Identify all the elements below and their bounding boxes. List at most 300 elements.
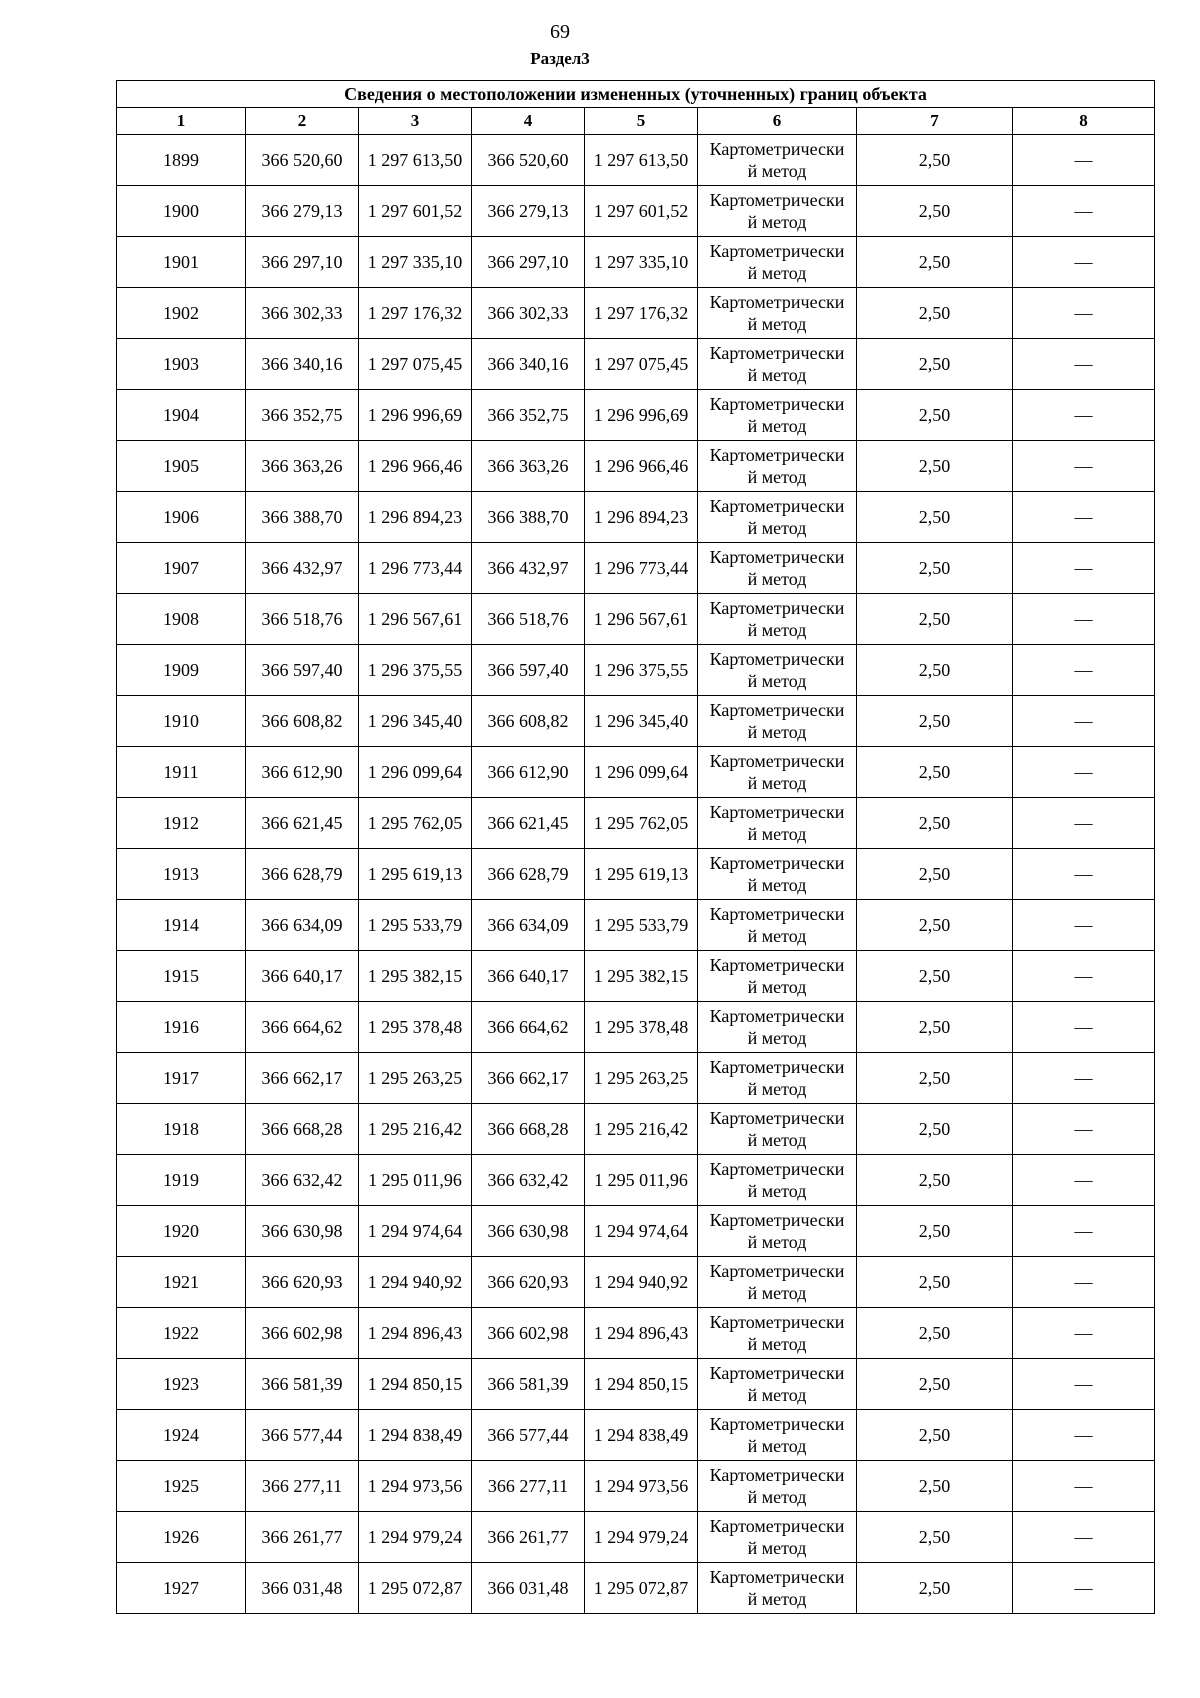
point-number-cell: 1906 [117,492,246,543]
refined-x-cell: 366 031,48 [472,1563,585,1614]
refined-y-cell: 1 296 773,44 [585,543,698,594]
method-cell [698,1359,857,1410]
existing-y-cell: 1 294 940,92 [359,1257,472,1308]
point-number-cell: 1912 [117,798,246,849]
method-cell [698,1206,857,1257]
refined-x-cell: 366 302,33 [472,288,585,339]
note-cell: — [1013,1206,1155,1257]
existing-x-cell: 366 363,26 [246,441,359,492]
method-line: й метод [747,620,807,640]
method-line: й метод [747,161,807,181]
table-row [117,1308,1155,1359]
refined-y-cell: 1 296 375,55 [585,645,698,696]
existing-x-cell: 366 518,76 [246,594,359,645]
method-line: й метод [747,1283,807,1303]
existing-x-cell: 366 277,11 [246,1461,359,1512]
method-cell [698,1563,857,1614]
existing-y-cell: 1 296 375,55 [359,645,472,696]
method-line: й метод [747,1385,807,1405]
existing-x-cell: 366 297,10 [246,237,359,288]
accuracy-cell: 2,50 [857,237,1013,288]
method-line: Картометрически [709,190,845,210]
method-line: й метод [747,518,807,538]
accuracy-cell: 2,50 [857,1155,1013,1206]
point-number-cell: 1907 [117,543,246,594]
method-cell [698,1512,857,1563]
column-number: 4 [472,108,585,135]
accuracy-cell: 2,50 [857,1053,1013,1104]
refined-y-cell: 1 295 378,48 [585,1002,698,1053]
column-number: 2 [246,108,359,135]
method-line: й метод [747,722,807,742]
refined-x-cell: 366 297,10 [472,237,585,288]
method-line: Картометрически [709,1159,845,1179]
method-line: й метод [747,671,807,691]
note-cell: — [1013,747,1155,798]
column-number-row [117,108,1155,135]
method-line: Картометрически [709,1312,845,1332]
accuracy-cell: 2,50 [857,747,1013,798]
table-row [117,849,1155,900]
refined-x-cell: 366 597,40 [472,645,585,696]
method-line: й метод [747,314,807,334]
method-line: Картометрически [709,1057,845,1077]
refined-y-cell: 1 294 979,24 [585,1512,698,1563]
table-row [117,798,1155,849]
existing-y-cell: 1 296 996,69 [359,390,472,441]
method-cell [698,594,857,645]
existing-x-cell: 366 628,79 [246,849,359,900]
method-line: й метод [747,977,807,997]
refined-y-cell: 1 296 345,40 [585,696,698,747]
refined-y-cell: 1 296 894,23 [585,492,698,543]
existing-x-cell: 366 031,48 [246,1563,359,1614]
point-number-cell: 1903 [117,339,246,390]
note-cell: — [1013,1104,1155,1155]
accuracy-cell: 2,50 [857,594,1013,645]
method-line: й метод [747,1079,807,1099]
note-cell: — [1013,186,1155,237]
table-row [117,135,1155,186]
method-line: й метод [747,926,807,946]
table-row [117,390,1155,441]
existing-y-cell: 1 295 216,42 [359,1104,472,1155]
existing-y-cell: 1 296 773,44 [359,543,472,594]
refined-y-cell: 1 295 072,87 [585,1563,698,1614]
method-line: й метод [747,1436,807,1456]
method-line: Картометрически [709,292,845,312]
accuracy-cell: 2,50 [857,135,1013,186]
refined-y-cell: 1 294 850,15 [585,1359,698,1410]
method-line: Картометрически [709,1006,845,1026]
refined-y-cell: 1 294 974,64 [585,1206,698,1257]
method-line: Картометрически [709,853,845,873]
refined-y-cell: 1 297 335,10 [585,237,698,288]
refined-x-cell: 366 668,28 [472,1104,585,1155]
method-cell [698,135,857,186]
refined-y-cell: 1 294 973,56 [585,1461,698,1512]
existing-x-cell: 366 608,82 [246,696,359,747]
method-line: й метод [747,1589,807,1609]
existing-y-cell: 1 297 176,32 [359,288,472,339]
existing-x-cell: 366 340,16 [246,339,359,390]
point-number-cell: 1901 [117,237,246,288]
existing-x-cell: 366 388,70 [246,492,359,543]
refined-y-cell: 1 297 601,52 [585,186,698,237]
refined-x-cell: 366 664,62 [472,1002,585,1053]
note-cell: — [1013,492,1155,543]
refined-y-cell: 1 295 263,25 [585,1053,698,1104]
existing-y-cell: 1 297 613,50 [359,135,472,186]
method-line: й метод [747,1232,807,1252]
refined-x-cell: 366 621,45 [472,798,585,849]
existing-y-cell: 1 294 974,64 [359,1206,472,1257]
table-body [117,135,1155,1614]
note-cell: — [1013,543,1155,594]
refined-y-cell: 1 296 966,46 [585,441,698,492]
table-row [117,1410,1155,1461]
accuracy-cell: 2,50 [857,1410,1013,1461]
existing-y-cell: 1 295 533,79 [359,900,472,951]
refined-x-cell: 366 363,26 [472,441,585,492]
section-title: Раздел3 [530,49,590,68]
existing-x-cell: 366 577,44 [246,1410,359,1461]
refined-x-cell: 366 608,82 [472,696,585,747]
note-cell: — [1013,1563,1155,1614]
point-number-cell: 1916 [117,1002,246,1053]
existing-x-cell: 366 621,45 [246,798,359,849]
point-number-cell: 1919 [117,1155,246,1206]
note-cell: — [1013,1410,1155,1461]
note-cell: — [1013,594,1155,645]
refined-x-cell: 366 581,39 [472,1359,585,1410]
refined-y-cell: 1 295 011,96 [585,1155,698,1206]
method-cell [698,696,857,747]
refined-x-cell: 366 340,16 [472,339,585,390]
refined-y-cell: 1 294 838,49 [585,1410,698,1461]
table-row [117,1461,1155,1512]
existing-y-cell: 1 294 979,24 [359,1512,472,1563]
refined-y-cell: 1 295 762,05 [585,798,698,849]
existing-x-cell: 366 602,98 [246,1308,359,1359]
table-row [117,1359,1155,1410]
point-number-cell: 1909 [117,645,246,696]
accuracy-cell: 2,50 [857,1206,1013,1257]
accuracy-cell: 2,50 [857,900,1013,951]
column-number: 7 [857,108,1013,135]
table-row [117,747,1155,798]
accuracy-cell: 2,50 [857,543,1013,594]
method-line: й метод [747,773,807,793]
existing-x-cell: 366 520,60 [246,135,359,186]
existing-x-cell: 366 261,77 [246,1512,359,1563]
table-row [117,237,1155,288]
existing-y-cell: 1 295 382,15 [359,951,472,1002]
existing-y-cell: 1 294 838,49 [359,1410,472,1461]
method-cell [698,1002,857,1053]
refined-x-cell: 366 634,09 [472,900,585,951]
refined-y-cell: 1 297 613,50 [585,135,698,186]
method-line: Картометрически [709,1210,845,1230]
note-cell: — [1013,1461,1155,1512]
existing-y-cell: 1 296 894,23 [359,492,472,543]
method-cell [698,441,857,492]
existing-y-cell: 1 295 762,05 [359,798,472,849]
method-cell [698,339,857,390]
method-line: Картометрически [709,1516,845,1536]
table-caption: Сведения о местоположении измененных (уточненных) границ объекта [117,81,1155,108]
existing-y-cell: 1 294 896,43 [359,1308,472,1359]
method-cell [698,951,857,1002]
method-line: й метод [747,1028,807,1048]
method-line: й метод [747,1538,807,1558]
existing-x-cell: 366 597,40 [246,645,359,696]
point-number-cell: 1913 [117,849,246,900]
note-cell: — [1013,798,1155,849]
method-cell [698,1257,857,1308]
existing-y-cell: 1 296 966,46 [359,441,472,492]
point-number-cell: 1920 [117,1206,246,1257]
method-line: й метод [747,824,807,844]
note-cell: — [1013,645,1155,696]
refined-x-cell: 366 630,98 [472,1206,585,1257]
method-line: Картометрически [709,598,845,618]
point-number-cell: 1918 [117,1104,246,1155]
method-cell [698,645,857,696]
point-number-cell: 1899 [117,135,246,186]
table-row [117,543,1155,594]
accuracy-cell: 2,50 [857,645,1013,696]
method-cell [698,900,857,951]
method-line: Картометрически [709,1414,845,1434]
method-line: Картометрически [709,1261,845,1281]
accuracy-cell: 2,50 [857,441,1013,492]
table-row [117,951,1155,1002]
refined-x-cell: 366 388,70 [472,492,585,543]
note-cell: — [1013,1359,1155,1410]
point-number-cell: 1924 [117,1410,246,1461]
table-row [117,492,1155,543]
point-number-cell: 1917 [117,1053,246,1104]
accuracy-cell: 2,50 [857,1257,1013,1308]
note-cell: — [1013,390,1155,441]
refined-y-cell: 1 297 075,45 [585,339,698,390]
existing-y-cell: 1 294 973,56 [359,1461,472,1512]
point-number-cell: 1923 [117,1359,246,1410]
method-line: й метод [747,1487,807,1507]
accuracy-cell: 2,50 [857,1002,1013,1053]
method-line: Картометрически [709,394,845,414]
point-number-cell: 1914 [117,900,246,951]
refined-y-cell: 1 295 382,15 [585,951,698,1002]
refined-x-cell: 366 279,13 [472,186,585,237]
refined-y-cell: 1 295 216,42 [585,1104,698,1155]
method-line: й метод [747,263,807,283]
point-number-cell: 1911 [117,747,246,798]
existing-x-cell: 366 668,28 [246,1104,359,1155]
accuracy-cell: 2,50 [857,390,1013,441]
method-cell [698,237,857,288]
table-row [117,1257,1155,1308]
method-line: й метод [747,569,807,589]
existing-x-cell: 366 279,13 [246,186,359,237]
table-row [117,696,1155,747]
refined-y-cell: 1 295 619,13 [585,849,698,900]
existing-y-cell: 1 295 072,87 [359,1563,472,1614]
method-line: Картометрически [709,547,845,567]
table-row [117,288,1155,339]
table-row [117,441,1155,492]
existing-y-cell: 1 297 601,52 [359,186,472,237]
method-line: Картометрически [709,751,845,771]
refined-x-cell: 366 628,79 [472,849,585,900]
note-cell: — [1013,1002,1155,1053]
point-number-cell: 1915 [117,951,246,1002]
accuracy-cell: 2,50 [857,849,1013,900]
method-cell [698,747,857,798]
method-cell [698,798,857,849]
accuracy-cell: 2,50 [857,1461,1013,1512]
note-cell: — [1013,1053,1155,1104]
table-row [117,1053,1155,1104]
column-number: 8 [1013,108,1155,135]
refined-x-cell: 366 261,77 [472,1512,585,1563]
accuracy-cell: 2,50 [857,339,1013,390]
page-number: 69 [550,21,570,43]
refined-x-cell: 366 520,60 [472,135,585,186]
method-cell [698,1308,857,1359]
existing-x-cell: 366 352,75 [246,390,359,441]
column-number: 1 [117,108,246,135]
note-cell: — [1013,237,1155,288]
refined-x-cell: 366 352,75 [472,390,585,441]
accuracy-cell: 2,50 [857,696,1013,747]
existing-x-cell: 366 581,39 [246,1359,359,1410]
note-cell: — [1013,849,1155,900]
note-cell: — [1013,1512,1155,1563]
existing-y-cell: 1 295 619,13 [359,849,472,900]
point-number-cell: 1904 [117,390,246,441]
point-number-cell: 1925 [117,1461,246,1512]
method-line: й метод [747,365,807,385]
point-number-cell: 1905 [117,441,246,492]
note-cell: — [1013,339,1155,390]
point-number-cell: 1900 [117,186,246,237]
method-line: Картометрически [709,802,845,822]
table-row [117,1155,1155,1206]
table-row [117,1104,1155,1155]
table-row [117,186,1155,237]
method-line: й метод [747,212,807,232]
existing-y-cell: 1 294 850,15 [359,1359,472,1410]
existing-x-cell: 366 432,97 [246,543,359,594]
method-line: Картометрически [709,1465,845,1485]
method-line: Картометрически [709,343,845,363]
method-line: й метод [747,416,807,436]
existing-y-cell: 1 296 099,64 [359,747,472,798]
table-row [117,1512,1155,1563]
existing-y-cell: 1 295 378,48 [359,1002,472,1053]
point-number-cell: 1926 [117,1512,246,1563]
existing-y-cell: 1 296 345,40 [359,696,472,747]
refined-y-cell: 1 295 533,79 [585,900,698,951]
accuracy-cell: 2,50 [857,1308,1013,1359]
method-cell [698,1053,857,1104]
refined-y-cell: 1 297 176,32 [585,288,698,339]
method-cell [698,1155,857,1206]
refined-x-cell: 366 612,90 [472,747,585,798]
point-number-cell: 1902 [117,288,246,339]
note-cell: — [1013,696,1155,747]
refined-x-cell: 366 432,97 [472,543,585,594]
accuracy-cell: 2,50 [857,1563,1013,1614]
method-line: Картометрически [709,496,845,516]
existing-x-cell: 366 632,42 [246,1155,359,1206]
method-line: Картометрически [709,445,845,465]
method-cell [698,1410,857,1461]
note-cell: — [1013,1308,1155,1359]
existing-x-cell: 366 302,33 [246,288,359,339]
table-row [117,645,1155,696]
table-row [117,1002,1155,1053]
refined-y-cell: 1 294 940,92 [585,1257,698,1308]
table-row [117,1563,1155,1614]
method-line: й метод [747,467,807,487]
refined-x-cell: 366 662,17 [472,1053,585,1104]
existing-x-cell: 366 640,17 [246,951,359,1002]
accuracy-cell: 2,50 [857,951,1013,1002]
method-cell [698,543,857,594]
method-line: Картометрически [709,904,845,924]
refined-y-cell: 1 296 567,61 [585,594,698,645]
method-line: Картометрически [709,955,845,975]
point-number-cell: 1922 [117,1308,246,1359]
table-row [117,1206,1155,1257]
existing-x-cell: 366 662,17 [246,1053,359,1104]
accuracy-cell: 2,50 [857,288,1013,339]
note-cell: — [1013,900,1155,951]
accuracy-cell: 2,50 [857,798,1013,849]
column-number: 3 [359,108,472,135]
method-line: Картометрически [709,139,845,159]
refined-x-cell: 366 277,11 [472,1461,585,1512]
method-cell [698,288,857,339]
refined-y-cell: 1 296 996,69 [585,390,698,441]
existing-y-cell: 1 297 335,10 [359,237,472,288]
method-cell [698,492,857,543]
method-line: Картометрически [709,700,845,720]
note-cell: — [1013,441,1155,492]
point-number-cell: 1910 [117,696,246,747]
existing-y-cell: 1 297 075,45 [359,339,472,390]
note-cell: — [1013,951,1155,1002]
refined-x-cell: 366 640,17 [472,951,585,1002]
refined-y-cell: 1 294 896,43 [585,1308,698,1359]
point-number-cell: 1908 [117,594,246,645]
method-line: й метод [747,875,807,895]
refined-x-cell: 366 577,44 [472,1410,585,1461]
note-cell: — [1013,1155,1155,1206]
method-line: й метод [747,1130,807,1150]
method-line: Картометрически [709,649,845,669]
note-cell: — [1013,288,1155,339]
refined-x-cell: 366 620,93 [472,1257,585,1308]
refined-y-cell: 1 296 099,64 [585,747,698,798]
method-line: Картометрически [709,1363,845,1383]
point-number-cell: 1927 [117,1563,246,1614]
existing-x-cell: 366 630,98 [246,1206,359,1257]
existing-x-cell: 366 620,93 [246,1257,359,1308]
